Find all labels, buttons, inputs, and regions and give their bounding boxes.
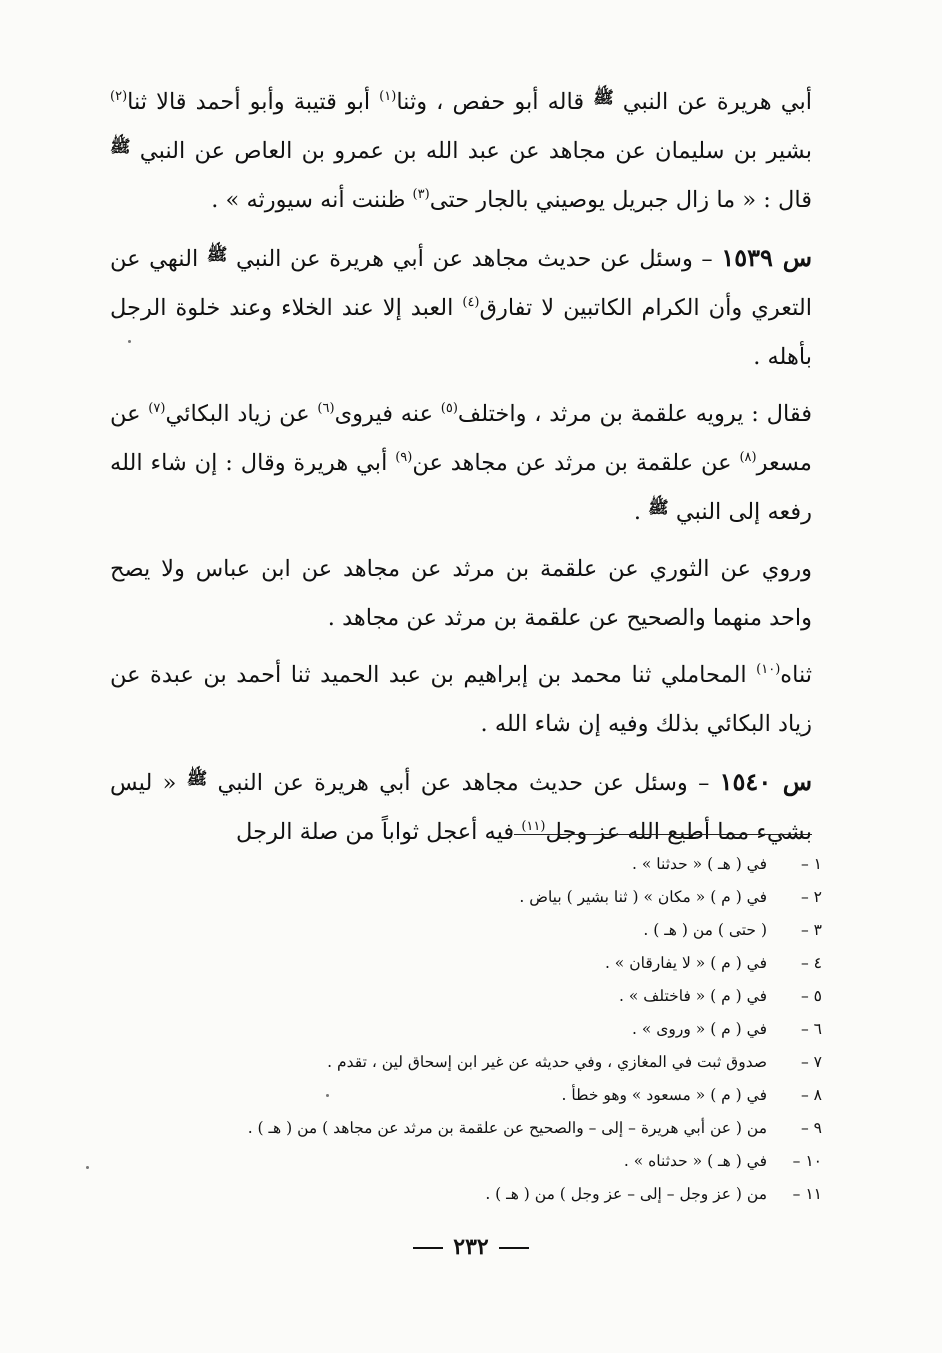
footnote-item	[110, 1013, 822, 1046]
footnote-text: في ( هـ ) « حدثنا » .	[632, 855, 767, 873]
footnote-item	[110, 947, 822, 980]
salawat-ligature: ﷺ	[593, 88, 614, 108]
text-run: عن مسعر	[110, 401, 812, 476]
salawat-ligature: ﷺ	[648, 498, 669, 518]
footnote-number: ٢ –	[800, 888, 822, 906]
footnote-text: في ( هـ ) « حدثناه » .	[623, 1152, 767, 1170]
footnote-number: ١ –	[800, 855, 822, 873]
footnote-reference: (١١)	[521, 819, 546, 834]
text-run: أبي هريرة وقال : إن شاء الله رفعه إلى النبي	[110, 450, 812, 525]
footnote-reference: (٢)	[110, 89, 128, 104]
footnote-reference: (٤)	[462, 295, 480, 310]
text-run: عن علقمة بن مرثد عن مجاهد عن	[412, 450, 740, 476]
salawat-ligature: ﷺ	[206, 245, 228, 265]
text-run: بشير بن سليمان عن مجاهد عن عبد الله بن عمرو بن العاص عن النبي	[130, 138, 812, 164]
footnote-item	[110, 881, 822, 914]
text-run: – وسئل عن حديث مجاهد عن أبي هريرة عن النبي	[227, 246, 722, 272]
footnote-number: ٤ –	[800, 954, 822, 972]
footnote-number: ١٠ –	[792, 1152, 822, 1170]
scan-speck	[326, 1094, 329, 1097]
footnote-number: ٣ –	[800, 921, 822, 939]
page-number-dash-left	[413, 1247, 443, 1249]
scan-speck	[128, 340, 131, 343]
footnote-number: ٨ –	[800, 1086, 822, 1104]
text-run: المحاملي ثنا محمد بن إبراهيم بن عبد الحميد ثنا أحمد بن عبدة عن زياد البكائي بذلك وفيه إن شاء الله .	[110, 662, 812, 737]
salawat-ligature: ﷺ	[186, 769, 208, 789]
footnote-reference: (١)	[379, 89, 397, 104]
footnote-reference: (٧)	[148, 401, 166, 416]
footnote-text: في ( م ) « لا يفارقان » .	[604, 954, 767, 972]
footnote-reference: (٣)	[412, 187, 430, 202]
footnote-text: من ( عز وجل – إلى – عز وجل ) من ( هـ ) .	[485, 1185, 767, 1203]
text-run: « ليس بشيء مما أطيع الله عز وجل	[110, 770, 812, 845]
paragraph	[110, 545, 812, 643]
footnote-reference: (٩)	[395, 450, 413, 465]
text-run: قال : « ما زال جبريل يوصيني بالجار حتى	[429, 187, 812, 213]
text-run: ثناه	[780, 662, 812, 688]
text-run: عن زياد البكائي	[165, 401, 318, 427]
footnote-text: في ( م ) « مكان » ( ثنا بشير ) بياض .	[519, 888, 767, 906]
text-run: أبو قتيبة وأبو أحمد قالا ثنا	[127, 89, 380, 115]
page-number: ٢٣٢	[453, 1234, 489, 1260]
footnote-number: ٩ –	[800, 1119, 822, 1137]
footnotes-list	[110, 848, 822, 1211]
text-run: ظننت أنه سيورثه » .	[211, 187, 413, 213]
footnote-separator	[514, 834, 812, 835]
text-run: وروي عن الثوري عن علقمة بن مرثد عن مجاهد عن ابن عباس ولا يصح واحد منهما والصحيح عن علقمة بن مرثد عن مجاهد .	[110, 556, 812, 631]
paragraph	[110, 757, 812, 857]
paragraph	[110, 390, 812, 537]
footnote-number: ١١ –	[792, 1185, 822, 1203]
footnote-item	[110, 1178, 822, 1211]
text-run: العبد إلا عند الخلاء وعند خلوة الرجل بأهله .	[110, 295, 812, 370]
question-number: س ١٥٤٠	[719, 767, 813, 796]
footnote-reference: (٦)	[317, 401, 335, 416]
footnote-text: من ( عن أبي هريرة – إلى – والصحيح عن علقمة بن مرثد عن مجاهد ) من ( هـ ) .	[247, 1119, 767, 1137]
main-text	[110, 78, 812, 865]
paragraph	[110, 233, 812, 382]
footnote-number: ٦ –	[800, 1020, 822, 1038]
text-run: فقال : يرويه علقمة بن مرثد ، واختلف	[457, 401, 812, 427]
footnote-number: ٧ –	[800, 1053, 822, 1071]
footnote-item	[110, 1046, 822, 1079]
footnote-reference: (٥)	[440, 401, 458, 416]
text-run: .	[633, 499, 649, 525]
text-run: – وسئل عن حديث مجاهد عن أبي هريرة عن النبي	[207, 770, 720, 796]
paragraph	[110, 78, 812, 225]
footnote-item	[110, 848, 822, 881]
footnote-number: ٥ –	[800, 987, 822, 1005]
footnote-item	[110, 980, 822, 1013]
footnote-item	[110, 1079, 822, 1112]
text-run: النهي عن التعري وأن الكرام الكاتبين لا تفارق	[110, 246, 812, 321]
salawat-ligature: ﷺ	[110, 137, 131, 157]
footnote-item	[110, 914, 822, 947]
footnote-text: صدوق ثبت في المغازي ، وفي حديثه عن غير ابن إسحاق لين ، تقدم .	[327, 1053, 767, 1071]
footnote-reference: (٨)	[739, 450, 757, 465]
text-run: قاله أبو حفص ، وثنا	[396, 89, 594, 115]
text-run: أبي هريرة عن النبي	[613, 89, 812, 115]
footnote-text: في ( م ) « وروى » .	[632, 1020, 767, 1038]
paragraph	[110, 651, 812, 749]
question-number: س ١٥٣٩	[721, 243, 812, 272]
footnote-text: في ( م ) « فاختلف » .	[619, 987, 767, 1005]
text-run: عنه فيروى	[334, 401, 441, 427]
page-number-line	[0, 1234, 942, 1260]
footnote-text: ( حتى ) من ( هـ ) .	[643, 921, 767, 939]
footnote-reference: (١٠)	[756, 662, 781, 677]
text-run: فيه أعجل ثواباً من صلة الرجل	[236, 819, 522, 845]
page-number-dash-right	[499, 1247, 529, 1249]
footnote-item	[110, 1112, 822, 1145]
footnote-item	[110, 1145, 822, 1178]
scan-speck	[86, 1166, 89, 1169]
footnote-text: في ( م ) « مسعود » وهو خطأ .	[561, 1086, 767, 1104]
